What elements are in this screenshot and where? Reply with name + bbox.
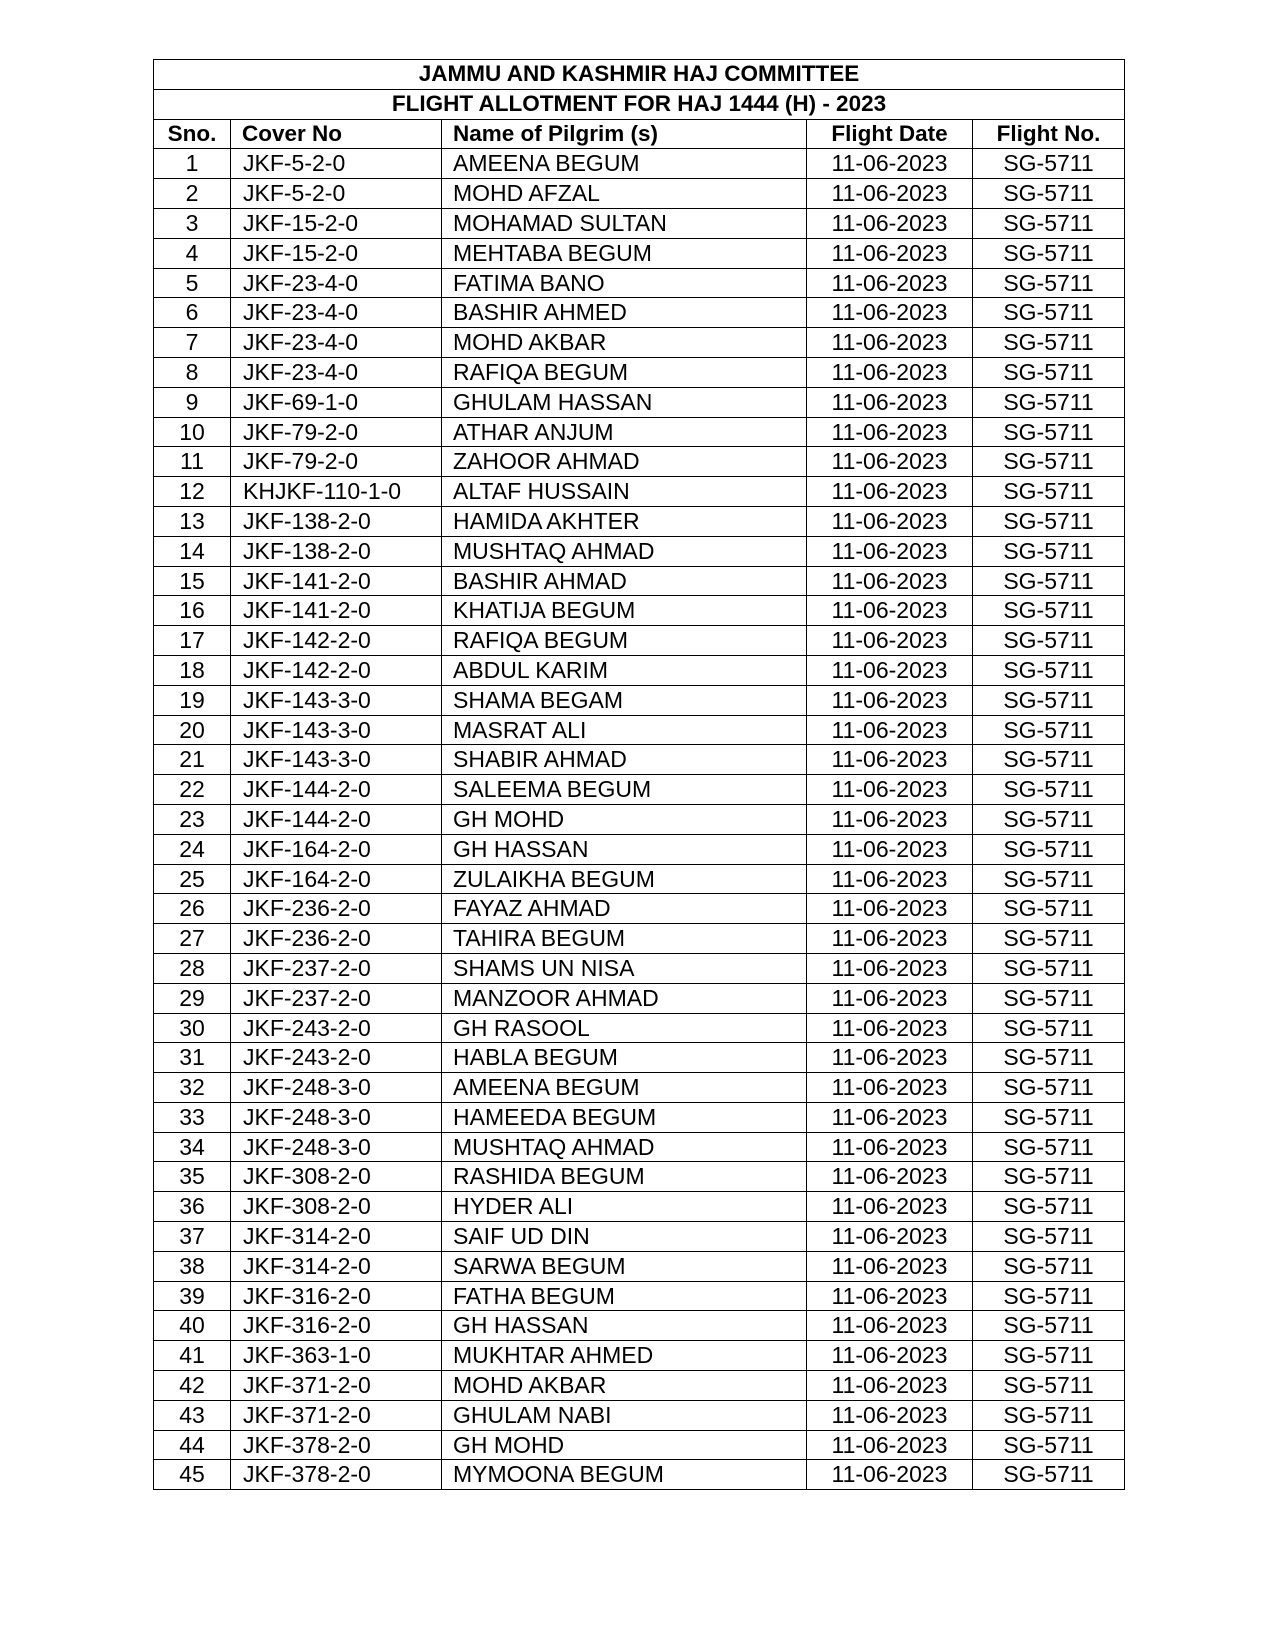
document-title: JAMMU AND KASHMIR HAJ COMMITTEE bbox=[154, 60, 1125, 90]
cell-flight-date: 11-06-2023 bbox=[807, 596, 973, 626]
cell-pilgrim-name: MOHD AKBAR bbox=[442, 1371, 807, 1401]
table-body bbox=[154, 149, 1125, 1490]
cell-sno: 21 bbox=[154, 745, 231, 775]
table-row bbox=[154, 357, 1125, 387]
cell-flight-date: 11-06-2023 bbox=[807, 149, 973, 179]
cell-flight-date: 11-06-2023 bbox=[807, 268, 973, 298]
cell-cover-no: JKF-314-2-0 bbox=[231, 1222, 442, 1252]
table-row bbox=[154, 387, 1125, 417]
cell-sno: 17 bbox=[154, 626, 231, 656]
table-row bbox=[154, 417, 1125, 447]
cell-pilgrim-name: SHAMA BEGAM bbox=[442, 685, 807, 715]
cell-flight-date: 11-06-2023 bbox=[807, 1162, 973, 1192]
cell-sno: 9 bbox=[154, 387, 231, 417]
table-row bbox=[154, 1162, 1125, 1192]
cell-flight-date: 11-06-2023 bbox=[807, 1430, 973, 1460]
cell-pilgrim-name: RAFIQA BEGUM bbox=[442, 357, 807, 387]
cell-cover-no: JKF-69-1-0 bbox=[231, 387, 442, 417]
table-row bbox=[154, 1132, 1125, 1162]
cell-cover-no: JKF-143-3-0 bbox=[231, 745, 442, 775]
cell-sno: 13 bbox=[154, 506, 231, 536]
cell-flight-date: 11-06-2023 bbox=[807, 566, 973, 596]
cell-pilgrim-name: RASHIDA BEGUM bbox=[442, 1162, 807, 1192]
cell-sno: 20 bbox=[154, 715, 231, 745]
cell-pilgrim-name: ZAHOOR AHMAD bbox=[442, 447, 807, 477]
cell-sno: 32 bbox=[154, 1073, 231, 1103]
cell-sno: 19 bbox=[154, 685, 231, 715]
column-header-flight-date: Flight Date bbox=[807, 119, 973, 149]
cell-flight-date: 11-06-2023 bbox=[807, 298, 973, 328]
cell-pilgrim-name: KHATIJA BEGUM bbox=[442, 596, 807, 626]
cell-flight-date: 11-06-2023 bbox=[807, 447, 973, 477]
table-row bbox=[154, 506, 1125, 536]
cell-cover-no: JKF-371-2-0 bbox=[231, 1371, 442, 1401]
cell-flight-no: SG-5711 bbox=[973, 536, 1125, 566]
cell-flight-no: SG-5711 bbox=[973, 268, 1125, 298]
table-row bbox=[154, 238, 1125, 268]
cell-flight-no: SG-5711 bbox=[973, 1460, 1125, 1490]
cell-pilgrim-name: MOHAMAD SULTAN bbox=[442, 208, 807, 238]
cell-cover-no: JKF-248-3-0 bbox=[231, 1073, 442, 1103]
cell-pilgrim-name: SAIF UD DIN bbox=[442, 1222, 807, 1252]
cell-pilgrim-name: MOHD AKBAR bbox=[442, 328, 807, 358]
table-row bbox=[154, 1341, 1125, 1371]
cell-pilgrim-name: FATHA BEGUM bbox=[442, 1281, 807, 1311]
cell-flight-no: SG-5711 bbox=[973, 208, 1125, 238]
cell-flight-date: 11-06-2023 bbox=[807, 328, 973, 358]
cell-cover-no: JKF-316-2-0 bbox=[231, 1311, 442, 1341]
cell-flight-no: SG-5711 bbox=[973, 238, 1125, 268]
cell-cover-no: JKF-144-2-0 bbox=[231, 804, 442, 834]
cell-flight-no: SG-5711 bbox=[973, 477, 1125, 507]
cell-flight-no: SG-5711 bbox=[973, 1132, 1125, 1162]
cell-flight-date: 11-06-2023 bbox=[807, 1311, 973, 1341]
table-row bbox=[154, 536, 1125, 566]
cell-flight-no: SG-5711 bbox=[973, 1073, 1125, 1103]
cell-cover-no: JKF-15-2-0 bbox=[231, 208, 442, 238]
cell-flight-date: 11-06-2023 bbox=[807, 983, 973, 1013]
cell-flight-no: SG-5711 bbox=[973, 447, 1125, 477]
cell-sno: 2 bbox=[154, 179, 231, 209]
cell-flight-no: SG-5711 bbox=[973, 1251, 1125, 1281]
cell-sno: 27 bbox=[154, 924, 231, 954]
cell-sno: 30 bbox=[154, 1013, 231, 1043]
cell-flight-no: SG-5711 bbox=[973, 417, 1125, 447]
cell-cover-no: JKF-308-2-0 bbox=[231, 1192, 442, 1222]
cell-flight-date: 11-06-2023 bbox=[807, 1341, 973, 1371]
cell-cover-no: JKF-141-2-0 bbox=[231, 566, 442, 596]
cell-pilgrim-name: SALEEMA BEGUM bbox=[442, 775, 807, 805]
cell-cover-no: JKF-378-2-0 bbox=[231, 1430, 442, 1460]
cell-cover-no: JKF-314-2-0 bbox=[231, 1251, 442, 1281]
header-row bbox=[154, 119, 1125, 149]
document-subtitle: FLIGHT ALLOTMENT FOR HAJ 1444 (H) - 2023 bbox=[154, 89, 1125, 119]
cell-sno: 41 bbox=[154, 1341, 231, 1371]
cell-pilgrim-name: TAHIRA BEGUM bbox=[442, 924, 807, 954]
table-row bbox=[154, 447, 1125, 477]
cell-cover-no: JKF-164-2-0 bbox=[231, 834, 442, 864]
cell-cover-no: JKF-316-2-0 bbox=[231, 1281, 442, 1311]
table-row bbox=[154, 1073, 1125, 1103]
cell-sno: 31 bbox=[154, 1043, 231, 1073]
cell-pilgrim-name: HABLA BEGUM bbox=[442, 1043, 807, 1073]
table-row bbox=[154, 149, 1125, 179]
cell-flight-date: 11-06-2023 bbox=[807, 387, 973, 417]
cell-flight-no: SG-5711 bbox=[973, 1400, 1125, 1430]
cell-pilgrim-name: SHAMS UN NISA bbox=[442, 953, 807, 983]
table-row bbox=[154, 1013, 1125, 1043]
cell-pilgrim-name: ATHAR ANJUM bbox=[442, 417, 807, 447]
cell-pilgrim-name: GH RASOOL bbox=[442, 1013, 807, 1043]
column-header-flight-no: Flight No. bbox=[973, 119, 1125, 149]
table-row bbox=[154, 298, 1125, 328]
cell-pilgrim-name: GH HASSAN bbox=[442, 1311, 807, 1341]
cell-flight-date: 11-06-2023 bbox=[807, 1251, 973, 1281]
cell-sno: 25 bbox=[154, 864, 231, 894]
cell-flight-date: 11-06-2023 bbox=[807, 715, 973, 745]
cell-flight-no: SG-5711 bbox=[973, 298, 1125, 328]
cell-sno: 12 bbox=[154, 477, 231, 507]
cell-flight-no: SG-5711 bbox=[973, 1311, 1125, 1341]
cell-sno: 10 bbox=[154, 417, 231, 447]
cell-cover-no: JKF-79-2-0 bbox=[231, 447, 442, 477]
cell-flight-date: 11-06-2023 bbox=[807, 477, 973, 507]
cell-flight-no: SG-5711 bbox=[973, 1222, 1125, 1252]
table-row bbox=[154, 1192, 1125, 1222]
cell-cover-no: KHJKF-110-1-0 bbox=[231, 477, 442, 507]
cell-flight-no: SG-5711 bbox=[973, 1043, 1125, 1073]
cell-cover-no: JKF-236-2-0 bbox=[231, 924, 442, 954]
cell-cover-no: JKF-164-2-0 bbox=[231, 864, 442, 894]
table-row bbox=[154, 983, 1125, 1013]
cell-flight-no: SG-5711 bbox=[973, 1281, 1125, 1311]
cell-pilgrim-name: MUKHTAR AHMED bbox=[442, 1341, 807, 1371]
cell-pilgrim-name: AMEENA BEGUM bbox=[442, 149, 807, 179]
cell-sno: 43 bbox=[154, 1400, 231, 1430]
cell-sno: 34 bbox=[154, 1132, 231, 1162]
cell-sno: 26 bbox=[154, 894, 231, 924]
cell-sno: 3 bbox=[154, 208, 231, 238]
cell-flight-no: SG-5711 bbox=[973, 149, 1125, 179]
table-row bbox=[154, 1251, 1125, 1281]
table-row bbox=[154, 596, 1125, 626]
cell-cover-no: JKF-308-2-0 bbox=[231, 1162, 442, 1192]
cell-pilgrim-name: MUSHTAQ AHMAD bbox=[442, 1132, 807, 1162]
cell-cover-no: JKF-5-2-0 bbox=[231, 179, 442, 209]
cell-flight-date: 11-06-2023 bbox=[807, 1132, 973, 1162]
table-row bbox=[154, 924, 1125, 954]
cell-flight-no: SG-5711 bbox=[973, 834, 1125, 864]
cell-flight-no: SG-5711 bbox=[973, 715, 1125, 745]
cell-sno: 24 bbox=[154, 834, 231, 864]
cell-cover-no: JKF-23-4-0 bbox=[231, 357, 442, 387]
cell-pilgrim-name: SHABIR AHMAD bbox=[442, 745, 807, 775]
cell-cover-no: JKF-243-2-0 bbox=[231, 1013, 442, 1043]
cell-pilgrim-name: FAYAZ AHMAD bbox=[442, 894, 807, 924]
table-row bbox=[154, 775, 1125, 805]
cell-flight-date: 11-06-2023 bbox=[807, 894, 973, 924]
cell-pilgrim-name: MASRAT ALI bbox=[442, 715, 807, 745]
cell-pilgrim-name: ZULAIKHA BEGUM bbox=[442, 864, 807, 894]
cell-cover-no: JKF-363-1-0 bbox=[231, 1341, 442, 1371]
cell-flight-no: SG-5711 bbox=[973, 685, 1125, 715]
cell-pilgrim-name: SARWA BEGUM bbox=[442, 1251, 807, 1281]
cell-pilgrim-name: MUSHTAQ AHMAD bbox=[442, 536, 807, 566]
table-row bbox=[154, 1281, 1125, 1311]
table-row bbox=[154, 626, 1125, 656]
cell-sno: 39 bbox=[154, 1281, 231, 1311]
cell-flight-no: SG-5711 bbox=[973, 655, 1125, 685]
title-row bbox=[154, 60, 1125, 90]
cell-cover-no: JKF-79-2-0 bbox=[231, 417, 442, 447]
cell-pilgrim-name: GH MOHD bbox=[442, 1430, 807, 1460]
cell-cover-no: JKF-23-4-0 bbox=[231, 268, 442, 298]
cell-flight-date: 11-06-2023 bbox=[807, 238, 973, 268]
cell-pilgrim-name: BASHIR AHMED bbox=[442, 298, 807, 328]
cell-flight-date: 11-06-2023 bbox=[807, 834, 973, 864]
cell-cover-no: JKF-237-2-0 bbox=[231, 983, 442, 1013]
cell-pilgrim-name: HYDER ALI bbox=[442, 1192, 807, 1222]
cell-cover-no: JKF-138-2-0 bbox=[231, 536, 442, 566]
cell-flight-date: 11-06-2023 bbox=[807, 924, 973, 954]
table-row bbox=[154, 715, 1125, 745]
cell-sno: 14 bbox=[154, 536, 231, 566]
cell-cover-no: JKF-15-2-0 bbox=[231, 238, 442, 268]
cell-flight-no: SG-5711 bbox=[973, 924, 1125, 954]
cell-sno: 40 bbox=[154, 1311, 231, 1341]
cell-flight-date: 11-06-2023 bbox=[807, 1102, 973, 1132]
cell-flight-no: SG-5711 bbox=[973, 804, 1125, 834]
cell-pilgrim-name: FATIMA BANO bbox=[442, 268, 807, 298]
table-row bbox=[154, 894, 1125, 924]
cell-flight-date: 11-06-2023 bbox=[807, 655, 973, 685]
cell-flight-date: 11-06-2023 bbox=[807, 1043, 973, 1073]
cell-flight-no: SG-5711 bbox=[973, 506, 1125, 536]
table-row bbox=[154, 477, 1125, 507]
cell-sno: 1 bbox=[154, 149, 231, 179]
cell-pilgrim-name: BASHIR AHMAD bbox=[442, 566, 807, 596]
cell-flight-date: 11-06-2023 bbox=[807, 1400, 973, 1430]
cell-cover-no: JKF-142-2-0 bbox=[231, 626, 442, 656]
cell-sno: 37 bbox=[154, 1222, 231, 1252]
table-row bbox=[154, 328, 1125, 358]
cell-flight-no: SG-5711 bbox=[973, 745, 1125, 775]
cell-cover-no: JKF-143-3-0 bbox=[231, 715, 442, 745]
column-header-cover-no: Cover No bbox=[231, 119, 442, 149]
table-row bbox=[154, 864, 1125, 894]
cell-cover-no: JKF-5-2-0 bbox=[231, 149, 442, 179]
cell-pilgrim-name: MOHD AFZAL bbox=[442, 179, 807, 209]
cell-cover-no: JKF-371-2-0 bbox=[231, 1400, 442, 1430]
cell-flight-no: SG-5711 bbox=[973, 179, 1125, 209]
cell-pilgrim-name: ABDUL KARIM bbox=[442, 655, 807, 685]
cell-flight-date: 11-06-2023 bbox=[807, 1222, 973, 1252]
cell-flight-date: 11-06-2023 bbox=[807, 1073, 973, 1103]
cell-cover-no: JKF-23-4-0 bbox=[231, 328, 442, 358]
cell-flight-no: SG-5711 bbox=[973, 1162, 1125, 1192]
cell-sno: 22 bbox=[154, 775, 231, 805]
cell-flight-no: SG-5711 bbox=[973, 566, 1125, 596]
cell-flight-date: 11-06-2023 bbox=[807, 1371, 973, 1401]
table-row bbox=[154, 208, 1125, 238]
cell-sno: 6 bbox=[154, 298, 231, 328]
cell-sno: 28 bbox=[154, 953, 231, 983]
cell-pilgrim-name: GH HASSAN bbox=[442, 834, 807, 864]
cell-sno: 4 bbox=[154, 238, 231, 268]
cell-flight-no: SG-5711 bbox=[973, 1192, 1125, 1222]
cell-cover-no: JKF-142-2-0 bbox=[231, 655, 442, 685]
cell-pilgrim-name: GHULAM NABI bbox=[442, 1400, 807, 1430]
cell-flight-date: 11-06-2023 bbox=[807, 357, 973, 387]
table-row bbox=[154, 953, 1125, 983]
cell-flight-no: SG-5711 bbox=[973, 864, 1125, 894]
cell-sno: 5 bbox=[154, 268, 231, 298]
cell-cover-no: JKF-378-2-0 bbox=[231, 1460, 442, 1490]
table-row bbox=[154, 1371, 1125, 1401]
cell-cover-no: JKF-248-3-0 bbox=[231, 1102, 442, 1132]
cell-flight-no: SG-5711 bbox=[973, 387, 1125, 417]
cell-sno: 11 bbox=[154, 447, 231, 477]
cell-pilgrim-name: MANZOOR AHMAD bbox=[442, 983, 807, 1013]
cell-flight-no: SG-5711 bbox=[973, 357, 1125, 387]
table-row bbox=[154, 655, 1125, 685]
cell-flight-date: 11-06-2023 bbox=[807, 864, 973, 894]
cell-cover-no: JKF-243-2-0 bbox=[231, 1043, 442, 1073]
table-row bbox=[154, 179, 1125, 209]
cell-pilgrim-name: ALTAF HUSSAIN bbox=[442, 477, 807, 507]
cell-flight-no: SG-5711 bbox=[973, 626, 1125, 656]
cell-flight-no: SG-5711 bbox=[973, 328, 1125, 358]
cell-flight-date: 11-06-2023 bbox=[807, 179, 973, 209]
cell-pilgrim-name: MEHTABA BEGUM bbox=[442, 238, 807, 268]
cell-sno: 35 bbox=[154, 1162, 231, 1192]
cell-sno: 15 bbox=[154, 566, 231, 596]
cell-flight-date: 11-06-2023 bbox=[807, 1281, 973, 1311]
table-row bbox=[154, 268, 1125, 298]
cell-sno: 33 bbox=[154, 1102, 231, 1132]
cell-cover-no: JKF-23-4-0 bbox=[231, 298, 442, 328]
cell-flight-date: 11-06-2023 bbox=[807, 685, 973, 715]
cell-cover-no: JKF-236-2-0 bbox=[231, 894, 442, 924]
cell-sno: 45 bbox=[154, 1460, 231, 1490]
table-row bbox=[154, 804, 1125, 834]
cell-flight-no: SG-5711 bbox=[973, 1102, 1125, 1132]
table-row bbox=[154, 1430, 1125, 1460]
cell-flight-date: 11-06-2023 bbox=[807, 1013, 973, 1043]
cell-sno: 42 bbox=[154, 1371, 231, 1401]
cell-cover-no: JKF-141-2-0 bbox=[231, 596, 442, 626]
cell-pilgrim-name: MYMOONA BEGUM bbox=[442, 1460, 807, 1490]
cell-sno: 16 bbox=[154, 596, 231, 626]
subtitle-row bbox=[154, 89, 1125, 119]
cell-flight-no: SG-5711 bbox=[973, 1430, 1125, 1460]
cell-flight-no: SG-5711 bbox=[973, 775, 1125, 805]
cell-sno: 7 bbox=[154, 328, 231, 358]
cell-flight-no: SG-5711 bbox=[973, 894, 1125, 924]
table-row bbox=[154, 1222, 1125, 1252]
column-header-pilgrim-name: Name of Pilgrim (s) bbox=[442, 119, 807, 149]
cell-flight-no: SG-5711 bbox=[973, 983, 1125, 1013]
cell-pilgrim-name: GH MOHD bbox=[442, 804, 807, 834]
table-row bbox=[154, 834, 1125, 864]
table-row bbox=[154, 1102, 1125, 1132]
cell-flight-date: 11-06-2023 bbox=[807, 208, 973, 238]
cell-flight-date: 11-06-2023 bbox=[807, 417, 973, 447]
column-header-sno: Sno. bbox=[154, 119, 231, 149]
cell-flight-date: 11-06-2023 bbox=[807, 626, 973, 656]
table-row bbox=[154, 1043, 1125, 1073]
cell-flight-no: SG-5711 bbox=[973, 953, 1125, 983]
cell-cover-no: JKF-237-2-0 bbox=[231, 953, 442, 983]
cell-cover-no: JKF-144-2-0 bbox=[231, 775, 442, 805]
cell-flight-date: 11-06-2023 bbox=[807, 1192, 973, 1222]
flight-allotment-table bbox=[153, 59, 1125, 1490]
cell-flight-no: SG-5711 bbox=[973, 1341, 1125, 1371]
cell-flight-date: 11-06-2023 bbox=[807, 1460, 973, 1490]
cell-flight-date: 11-06-2023 bbox=[807, 804, 973, 834]
cell-sno: 29 bbox=[154, 983, 231, 1013]
table-row bbox=[154, 1400, 1125, 1430]
cell-flight-no: SG-5711 bbox=[973, 596, 1125, 626]
cell-pilgrim-name: HAMEEDA BEGUM bbox=[442, 1102, 807, 1132]
cell-flight-date: 11-06-2023 bbox=[807, 775, 973, 805]
cell-flight-no: SG-5711 bbox=[973, 1013, 1125, 1043]
cell-sno: 38 bbox=[154, 1251, 231, 1281]
table-row bbox=[154, 1311, 1125, 1341]
cell-sno: 44 bbox=[154, 1430, 231, 1460]
table-row bbox=[154, 1460, 1125, 1490]
cell-cover-no: JKF-248-3-0 bbox=[231, 1132, 442, 1162]
cell-cover-no: JKF-143-3-0 bbox=[231, 685, 442, 715]
cell-flight-date: 11-06-2023 bbox=[807, 536, 973, 566]
cell-sno: 23 bbox=[154, 804, 231, 834]
cell-sno: 8 bbox=[154, 357, 231, 387]
table-row bbox=[154, 566, 1125, 596]
cell-flight-date: 11-06-2023 bbox=[807, 953, 973, 983]
cell-pilgrim-name: RAFIQA BEGUM bbox=[442, 626, 807, 656]
cell-flight-no: SG-5711 bbox=[973, 1371, 1125, 1401]
cell-sno: 36 bbox=[154, 1192, 231, 1222]
table-row bbox=[154, 745, 1125, 775]
cell-pilgrim-name: AMEENA BEGUM bbox=[442, 1073, 807, 1103]
cell-pilgrim-name: HAMIDA AKHTER bbox=[442, 506, 807, 536]
cell-cover-no: JKF-138-2-0 bbox=[231, 506, 442, 536]
cell-flight-date: 11-06-2023 bbox=[807, 506, 973, 536]
cell-flight-date: 11-06-2023 bbox=[807, 745, 973, 775]
table-row bbox=[154, 685, 1125, 715]
cell-pilgrim-name: GHULAM HASSAN bbox=[442, 387, 807, 417]
cell-sno: 18 bbox=[154, 655, 231, 685]
